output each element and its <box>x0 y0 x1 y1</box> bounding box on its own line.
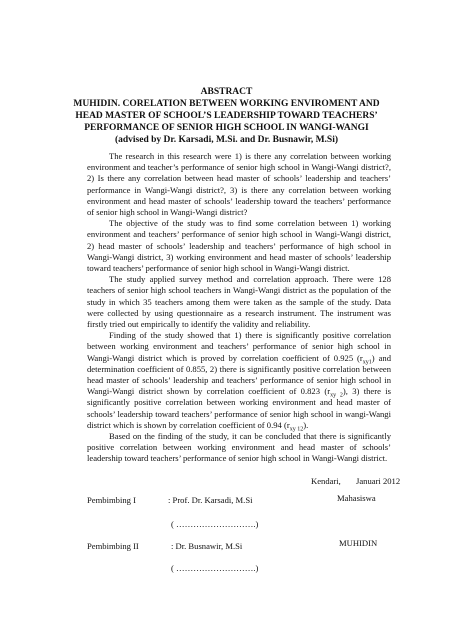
thesis-title-line-2: HEAD MASTER OF SCHOOL’S LEADERSHIP TOWARD TEACHERS’ <box>75 111 378 121</box>
abstract-title: ABSTRACT <box>200 87 253 97</box>
advisors-line: (advised by Dr. Karsadi, M.Si. and Dr. Busnawir, M.Si) <box>114 135 339 145</box>
paragraph-objective: The objective of the study was to find some correlation between 1) working environment and teachers’ performance of senior high school in Wangi-Wangi district, 2) head master of schools’ leadership and teachers’ performance of high school in Wangi-Wangi district, 3) working environment and head master of schools’ leadership toward teachers’ performance of senior high school in Wangi-Wangi district. <box>87 218 391 274</box>
findings-text-3: ), 3) there is significantly positive correlation between working environment and head master of schools’ leadership toward teachers’ performance of senior high school in wangi-Wangi district which is shown by correlation coefficient of 0.94 (r <box>87 386 391 430</box>
advisor-2-name: : Dr. Busnawir, M.Si <box>171 541 243 551</box>
subscript-xy2: xy 2 <box>330 392 343 399</box>
thesis-title-line-3: PERFORMANCE OF SENIOR HIGH SCHOOL IN WANGI-WANGI <box>84 123 369 133</box>
abstract-body <box>87 151 391 465</box>
findings-text-4: ). <box>303 419 309 430</box>
advisor-1-role: Pembimbing I <box>87 495 136 505</box>
paragraph-findings <box>87 330 391 431</box>
abstract-header <box>60 86 393 146</box>
signature-place: Kendari, <box>311 476 341 486</box>
findings-text-2: ) and determination coefficient of 0.855, 2) there is significantly positive correlation between head master of schools’ leadership and teachers’ performance of senior high school in Wangi-Wangi district shown by correlation coefficient of 0.823 (r <box>87 352 391 397</box>
thesis-title-line-1: MUHIDIN. CORELATION BETWEEN WORKING ENVIROMENT AND <box>73 99 380 109</box>
subscript-xy1: xy1 <box>362 359 372 366</box>
findings-text-1: Finding of the study showed that 1) there is significantly positive correlation between working environment and teachers’ performance of senior high school in Wangi-Wangi district which is proved by correlation coefficient of 0.925 (r <box>87 330 391 363</box>
student-name: MUHIDIN <box>339 538 378 548</box>
student-label: Mahasiswa <box>337 493 376 503</box>
advisor-1-name: : Prof. Dr. Karsadi, M.Si <box>168 495 253 505</box>
advisor-1-signature-blank: ( ……………………….) <box>171 519 259 529</box>
advisor-2-role: Pembimbing II <box>87 541 139 551</box>
advisor-2-signature-blank: ( ……………………….) <box>171 563 259 573</box>
signature-date: Januari 2012 <box>356 476 401 486</box>
paragraph-research-questions: The research in this research were 1) is there any correlation between working environment and teacher’s performance of senior high school in Wangi-Wangi district?, 2) Is there any correlation between head master of schools’ leadership and teachers’ performance in Wangi-Wangi district?, 3) is there any correlation between working environment and head master of schools’ leadership toward the teachers’ performance of senior high school in Wangi-Wangi district? <box>87 151 391 218</box>
subscript-xy12: xy 12 <box>289 426 304 433</box>
paragraph-method: The study applied survey method and correlation approach. There were 128 teachers of senior high school teachers in Wangi-Wangi district as the population of the study in which 35 teachers among them were taken as the sample of the study. Data were collected by using questionnaire as a research instrument. The instrument was firstly tried out empirically to identify the validity and reliability. <box>87 274 391 330</box>
paragraph-conclusion: Based on the finding of the study, it can be concluded that there is significantly positive correlation between working environment and head master of schools’ leadership toward teachers’ performance of senior high school in Wangi-Wangi district. <box>87 431 391 464</box>
